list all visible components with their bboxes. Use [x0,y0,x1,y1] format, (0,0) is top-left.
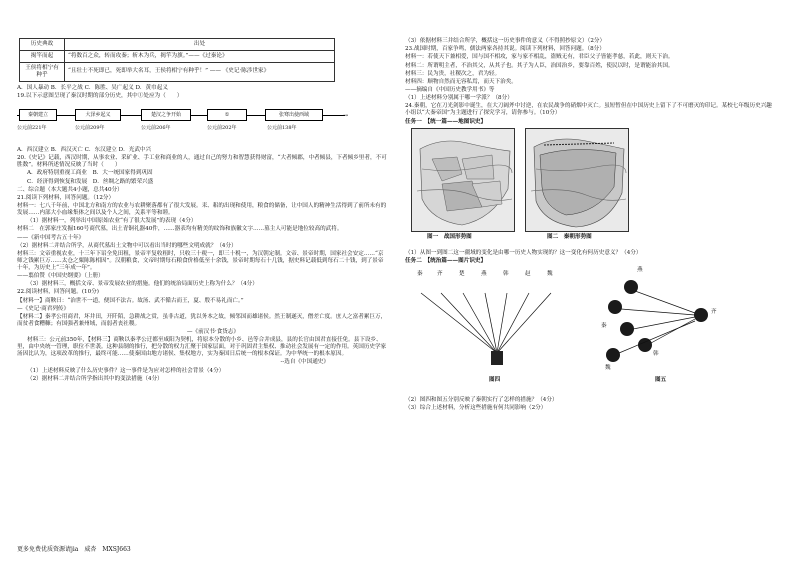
timeline-box: 秦朝建立 [19,109,57,121]
q21-source-1: ——《新中国考古五十年》 [17,234,85,241]
fig4-label: 秦 [417,270,423,277]
timeline-date: 公元前221年 [17,125,47,132]
q24-stem: 24.秦朝，它在刀光剑影中诞生，在大刀阔斧中讨逆，在农民战争的硝烟中灭亡。虽短暂但在中国历史上留下了不可磨灭的印记。某校七年级历史兴趣小组以“大秦帝国”为主题进行了探究学习，请你参与。（10分） [405,103,772,117]
q23-source: ——摘编自《中国历史教学用书》等 [405,87,495,94]
q23-material-3: 材料三：民为贵，社稷次之，君为轻。 [405,70,501,77]
fig4-label: 赵 [525,270,531,277]
footer-note: 更多免费优质资源请jia 威杏 MXSJ663 [17,546,131,553]
q20-options-row: A．政府特别重视工商业 B．大一统国家得到巩固 [27,170,153,177]
warring-states-map [411,128,515,232]
q21-question-1: （1）据材料一，列举出中国原始农业“有了很大发展”的表现（4分） [27,218,197,225]
q21-material-1: 材料一：七八千年前，中国北方和南方的农业与农耕聚落都有了很大发展。耒、耜的出现和使用，粮食的储备，让中国人的精神生活得到了前所未有的发展……内部大小血缘集体之间以及个人之间，关系平等和睦。 [17,203,387,217]
task-2-heading: 任务二 【统治篇——图片识史】 [405,257,487,264]
q23-material-1: 材料一：若使天下兼相爱，国与国不相攻，家与家不相乱，盗贼无有，君臣父子皆能孝慈，若此，则天下治。 [405,54,674,61]
map-1-caption: 图一 战国形势图 [427,233,472,240]
q23-stem: 23.战国时期，百家争鸣，儒法两家各持其说。阅读下列材料，回答问题。（8分） [405,46,605,53]
fig4-label: 齐 [437,270,443,277]
fig5-label: 齐 [711,308,717,315]
warring-states-map-image [412,129,515,232]
q21-question-3: （3）据材料三，概括文帝、景帝发展农业的措施。他们的统治局面历史上称为什么？（4分） [27,281,258,288]
q23-material-2: 材料二：所谓明主者，不治其父，从其子也。其子为人臣，治国治乡，要靠百姓，使民以时，是谓能治其国。 [405,62,674,69]
table-header-allusion: 历史典故 [20,39,65,51]
fig5-label: 秦 [601,322,607,329]
left-column [17,38,389,384]
right-column [405,38,777,413]
task-1-question: （1）从图一到图二这一疆域的变化是由哪一历史人物实现的？这一变化有何历史意义？（4分） [405,249,642,256]
table-cell-allusion: 王侯将相宁有种乎 [20,62,65,81]
table-cell-source: “将数百之众，转而攻秦；斩木为兵，揭竿为旗。”——《过秦论》 [65,50,335,62]
task-2-question-2: （2）图四和图五分别反映了秦朝实行了怎样的措施？（4分） [405,396,558,403]
q22-source-1: —《史记·商君列传》 [17,305,70,312]
table-cell-allusion: 揭竿而起 [20,50,65,62]
q23-material-4: 材料四：顺物自然而无容私焉，而天下治矣。 [405,78,517,85]
maps-figure [405,128,777,248]
q18-options: A．国人暴动 B．长平之战 C．陈胜、吴广起义 D．黄巾起义 [17,84,168,91]
timeline-box: 大泽乡起义 [75,109,121,121]
fig4-label: 魏 [547,270,553,277]
qin-dynasty-map [525,128,629,232]
allusion-table [19,38,335,82]
q21-material-3: 材料三：文帝重视农业，十三年下诏全免田租，景帝平复收租时，只收三十税一，即三十税一，为汉朝定制。文帝、景帝时期，国家社会安定……“京师之钱累巨万……太仓之粟陈陈相因”。汉朝粮食，文帝时期每石粮食价格低至十余钱，景帝时期每石十几钱，据史料记载低到每石二十钱，到了景帝十年，为历史上“三年成一年”。 [17,250,384,271]
q22-source-2: —《前汉书·食货志》 [186,329,239,336]
section-heading: 二、综合题（本大题共4小题，总共40分） [17,186,123,193]
q22-material-1: 【材料一】商鞅曰：“治世不一道，便国不法古。故汤、武不循古而王，夏、殷不易礼而亡。” [17,297,244,304]
q22-question-3: （3）依据材料三并结合所学，概括这一历史事件的意义（不得照抄原文）（2分） [405,38,606,44]
figure-4-and-5-image [405,267,777,391]
table-header-source: 出处 [65,39,335,51]
timeline-box: 张骞出使西域 [265,109,323,121]
q22-question-2: （2）据材料二并结合所学指出其中的变法措施（4分） [27,375,163,382]
q22-stem: 22.阅读材料，回答问题。(10分) [17,289,99,296]
timeline-box: 楚汉之争开始 [141,109,191,121]
q20-options-row: C．经济得到恢复和发展 D．丝绸之路的繁荣兴盛 [27,178,154,185]
q22-material-2: 【材料二】秦孝公用商君，坏井田，开阡陌，急耕战之赏，虽非古道，犹以务本之故，倾邻国而雄诸侯。然王制遂灭，僭差亡度。庶人之富者累巨万，而贫者食糟糠；有国强者兼州域，而弱者丧社稷。 [17,313,387,327]
script-unification-figure [405,267,777,395]
task-1-heading: 任务一 【统一篇——地图识史】 [405,118,487,125]
table-cell-source: “且壮士不死即已，死即举大名耳，王侯将相宁有种乎！” —— 《史记·陈涉世家》 [65,62,335,81]
q21-source-2: ——翦伯赞《中国史纲要》（上册） [17,273,104,280]
q22-source-3: --选自《中国通史》 [280,359,329,366]
qin-han-timeline [17,102,357,144]
fig5-label: 魏 [605,364,611,371]
fig4-label: 楚 [459,270,465,277]
q22-material-3: 材料三：公元前350年，【材料三】商鞅以秦孝公迁都至咸阳为契机，将原本分散的小乡、邑等合并成县，县的长官由国君直接任免。县下设乡、里，由中央统一管理，职位不世袭。这种县制的推行，把分散的权力汇聚于国家层面，对于巩固君主集权、推动社会发展有一定的作用。英国历史学家汤因比认为，这项改革的推行，最终可能……使秦国由地方诸侯、集权地方，实为秦国日后统一的根本保证。为中华统一的根本原因。 [17,337,387,358]
q22-question-1: （1）上述材料反映了什么历史事件？这一事件是为应对怎样的社会背景（4分） [27,367,225,374]
timeline-arrow-icon: → [343,111,349,119]
task-2-question-3: （3）综合上述材料，分析这些措施有何共同影响（2分） [405,404,547,411]
fig5-label: 燕 [637,266,643,273]
timeline-date: 公元前138年 [267,125,297,132]
figure-4-caption: 图四 [489,376,501,383]
timeline-date: 公元前206年 [141,125,171,132]
qin-dynasty-map-image [526,129,629,232]
timeline-box-blank: ① [207,109,247,121]
fig4-label: 韩 [503,270,509,277]
figure-5-caption: 图五 [655,376,667,383]
q23-question: （1）上述材料分别属于哪一学派？（8分） [405,95,513,102]
q19-stem: 19.以下示意图呈现了秦汉时期的部分历史，其中①处应为（ ） [17,93,183,100]
q21-question-2: （2）据材料二并结合所学，从商代墓出土文物中可以看出当时的哪些文明成就？（4分） [17,242,237,249]
q19-options: A．西汉建立 B．西汉灭亡 C．东汉建立 D．光武中兴 [17,147,152,154]
timeline-date: 公元前209年 [75,125,105,132]
q20-stem: 20.《史记》记载，西汉时期，从事农业、采矿业、手工业和商业的人，通过自己的努力和智慧获得财富，“大者倾郡，中者倾县，下者倾乡里者，不可胜数”。材料所述情况反映了当时（ ） [17,155,387,169]
q21-material-2: 材料二 在郭家庄发掘160号商代墓，出土青铜礼器40件，……器表均有精美的纹饰和族徽文字……墓主人可能是地位较高的武将。 [17,226,343,233]
map-2-caption: 图二 秦朝形势图 [547,233,592,240]
q21-stem: 21.阅读下列材料，回答问题。（12分） [17,194,115,201]
fig5-label: 韩 [653,350,659,357]
fig4-label: 燕 [481,270,487,277]
timeline-date: 公元前202年 [207,125,237,132]
